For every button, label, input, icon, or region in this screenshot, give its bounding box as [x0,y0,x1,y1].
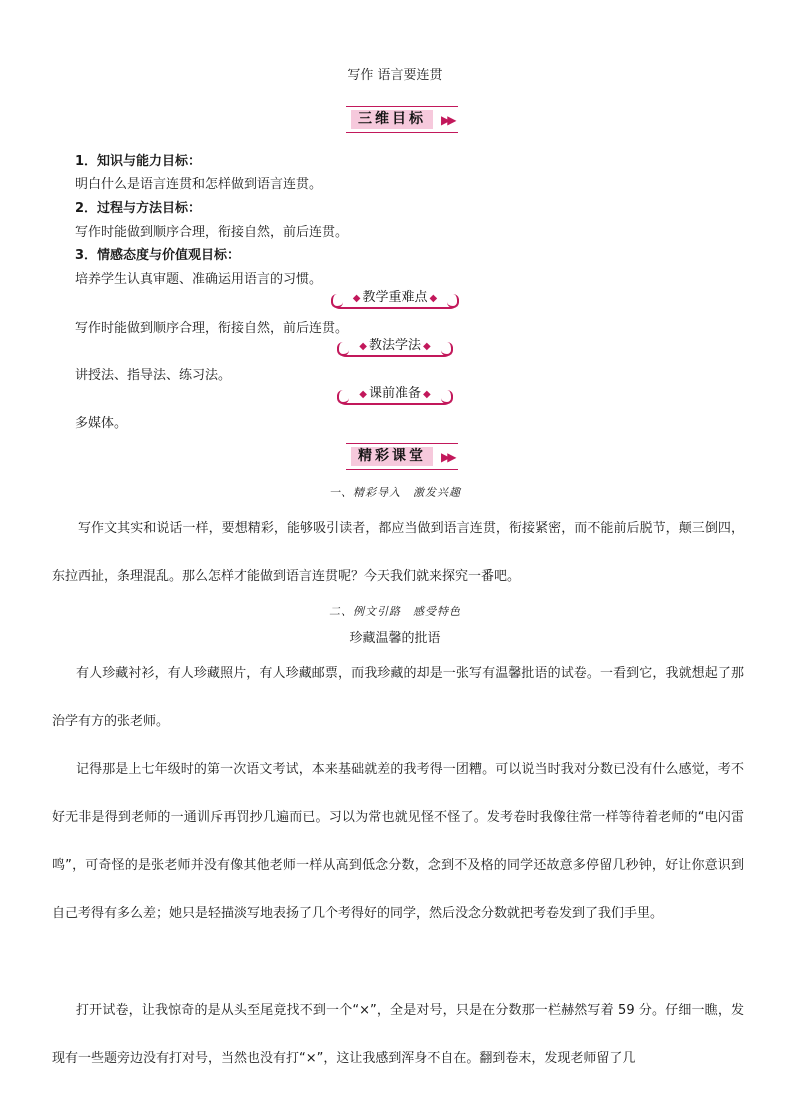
section-header-methods [0,338,790,357]
essay-paragraph-3: 打开试卷，让我惊奇的是从头至尾竟找不到一个“×”，全是对号，只是在分数那一栏赫然写着 59 分。仔细一瞧，发现有一些题旁边没有打对号，当然也没有打“×”，这让我感到浑身不自在。翻到卷末，发现老师留了几 [52,1003,744,1066]
diamond-icon: ◆ [359,341,367,352]
methods-text: 讲授法、指导法、练习法。 [75,368,232,383]
keypoints-text: 写作时能做到顺序合理，衔接自然，前后连贯。 [75,321,349,336]
prep-text: 多媒体。 [75,416,128,431]
goal2-heading-text: 2．过程与方法目标： [75,201,202,216]
page-title: 写作 语言要连贯 [347,68,443,83]
double-arrow-icon: ▶▶ [441,449,454,464]
double-arrow-icon: ▶▶ [441,112,454,127]
diamond-icon: ◆ [423,389,431,400]
section-header-keypoints [0,290,790,309]
capsule-frame [337,338,452,357]
capsule-label: 教法学法 [368,338,421,353]
section-header-class [346,443,458,470]
intro-paragraph: 写作文其实和说话一样，要想精彩，能够吸引读者，都应当做到语言连贯，衔接紧密，而不能前后脱节，颠三倒四，东拉西扯，条理混乱。那么怎样才能做到语言连贯呢？今天我们就来探究一番吧。 [52,521,744,584]
goal1-heading [75,150,201,169]
section-header-goals [346,106,458,133]
goal2-heading [75,197,201,216]
capsule-label: 课前准备 [368,386,421,401]
goal3-heading-text: 3．情感态度与价值观目标： [75,248,241,263]
essay-title: 珍藏温馨的批语 [349,631,441,646]
goal3-heading [75,244,240,263]
section-header-label: 精彩课堂 [351,447,433,466]
diamond-icon: ◆ [359,389,367,400]
capsule-frame [331,290,459,309]
essay-paragraph-1: 有人珍藏衬衫，有人珍藏照片，有人珍藏邮票，而我珍藏的却是一张写有温馨批语的试卷。一看到它，我就想起了那治学有方的张老师。 [52,666,744,729]
capsule-label: 教学重难点 [362,290,428,305]
goal1-text: 明白什么是语言连贯和怎样做到语言连贯。 [75,177,323,192]
intro-subtitle: 一、精彩导入 激发兴趣 [329,486,461,499]
diamond-icon: ◆ [423,341,431,352]
goal2-text: 写作时能做到顺序合理，衔接自然，前后连贯。 [75,225,349,240]
diamond-icon: ◆ [429,293,438,304]
section-header-prep [0,386,790,405]
goal1-heading-text: 1．知识与能力目标： [75,154,202,169]
example-subtitle: 二、例文引路 感受特色 [329,605,461,618]
essay-paragraph-2: 记得那是上七年级时的第一次语文考试，本来基础就差的我考得一团糟。可以说当时我对分数已没有什么感觉，考不好无非是得到老师的一通训斥再罚抄几遍而已。习以为常也就见怪不怪了。发考卷时我像往常一样等待着老师的“电闪雷鸣”，可奇怪的是张老师并没有像其他老师一样从高到低念分数，念到不及格的同学还故意多停留几秒钟，好让你意识到自己考得有多么差；她只是轻描淡写地表扬了几个考得好的同学，然后没念分数就把考卷发到了我们手里。 [52,762,744,921]
goal3-text: 培养学生认真审题、准确运用语言的习惯。 [75,272,323,287]
diamond-icon: ◆ [352,293,361,304]
capsule-frame [337,386,452,405]
section-header-label: 三维目标 [351,110,433,129]
